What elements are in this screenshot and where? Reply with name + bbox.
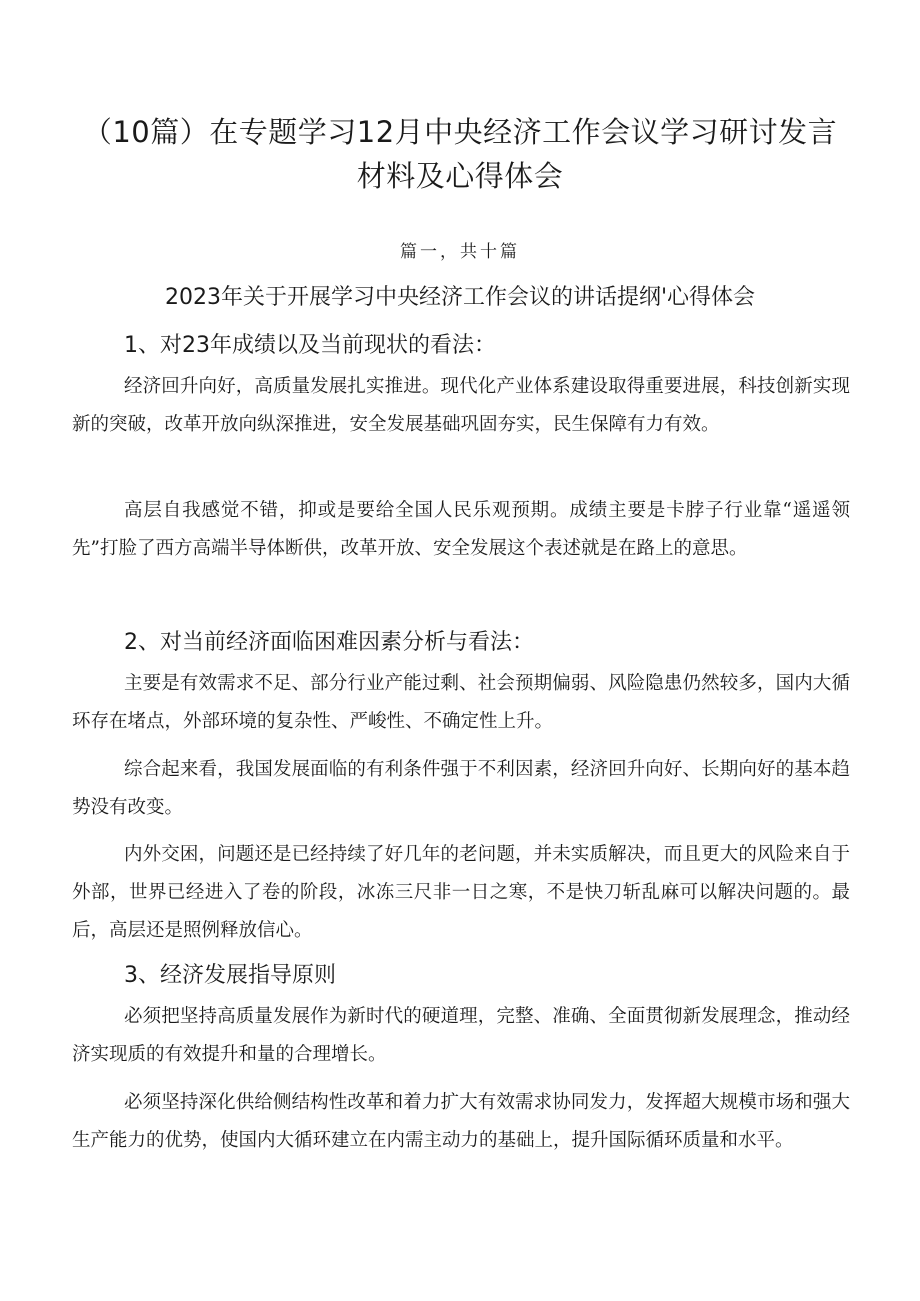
article-subheading: 篇一，共十篇 xyxy=(400,242,520,262)
paragraph: 高层自我感觉不错，抑或是要给全国人民乐观预期。成绩主要是卡脖子行业靠“遥遥领先”打脸了西方高端半导体断供，改革开放、安全发展这个表述就是在路上的意思。 xyxy=(72,500,850,559)
document-title-line-1: （10篇）在专题学习12月中央经济工作会议学习研讨发言 xyxy=(82,115,838,149)
paragraph: 主要是有效需求不足、部分行业产能过剩、社会预期偏弱、风险隐患仍然较多，国内大循环存在堵点，外部环境的复杂性、严峻性、不确定性上升。 xyxy=(72,673,850,732)
paragraph: 综合起来看，我国发展面临的有利条件强于不利因素，经济回升向好、长期向好的基本趋势没有改变。 xyxy=(72,759,850,818)
paragraph: 经济回升向好，高质量发展扎实推进。现代化产业体系建设取得重要进展，科技创新实现新的突破，改革开放向纵深推进，安全发展基础巩固夯实，民生保障有力有效。 xyxy=(72,376,850,435)
section-heading-1: 1、对23年成绩以及当前现状的看法： xyxy=(124,333,496,358)
paragraph: 必须坚持深化供给侧结构性改革和着力扩大有效需求协同发力，发挥超大规模市场和强大生产能力的优势，使国内大循环建立在内需主动力的基础上，提升国际循环质量和水平。 xyxy=(72,1092,850,1151)
document-title-line-2: 材料及心得体会 xyxy=(356,159,564,193)
section-heading-2: 2、对当前经济面临困难因素分析与看法： xyxy=(124,630,534,655)
section-heading-3: 3、经济发展指导原则 xyxy=(124,963,336,988)
article-title: 2023年关于开展学习中央经济工作会议的讲话提纲'心得体会 xyxy=(164,285,756,310)
paragraph: 必须把坚持高质量发展作为新时代的硬道理，完整、准确、全面贯彻新发展理念，推动经济实现质的有效提升和量的合理增长。 xyxy=(72,1006,850,1065)
paragraph: 内外交困，问题还是已经持续了好几年的老问题，并未实质解决，而且更大的风险来自于外部，世界已经进入了卷的阶段，冰冻三尺非一日之寒，不是快刀斩乱麻可以解决问题的。最后，高层还是照例释放信心。 xyxy=(72,844,850,941)
